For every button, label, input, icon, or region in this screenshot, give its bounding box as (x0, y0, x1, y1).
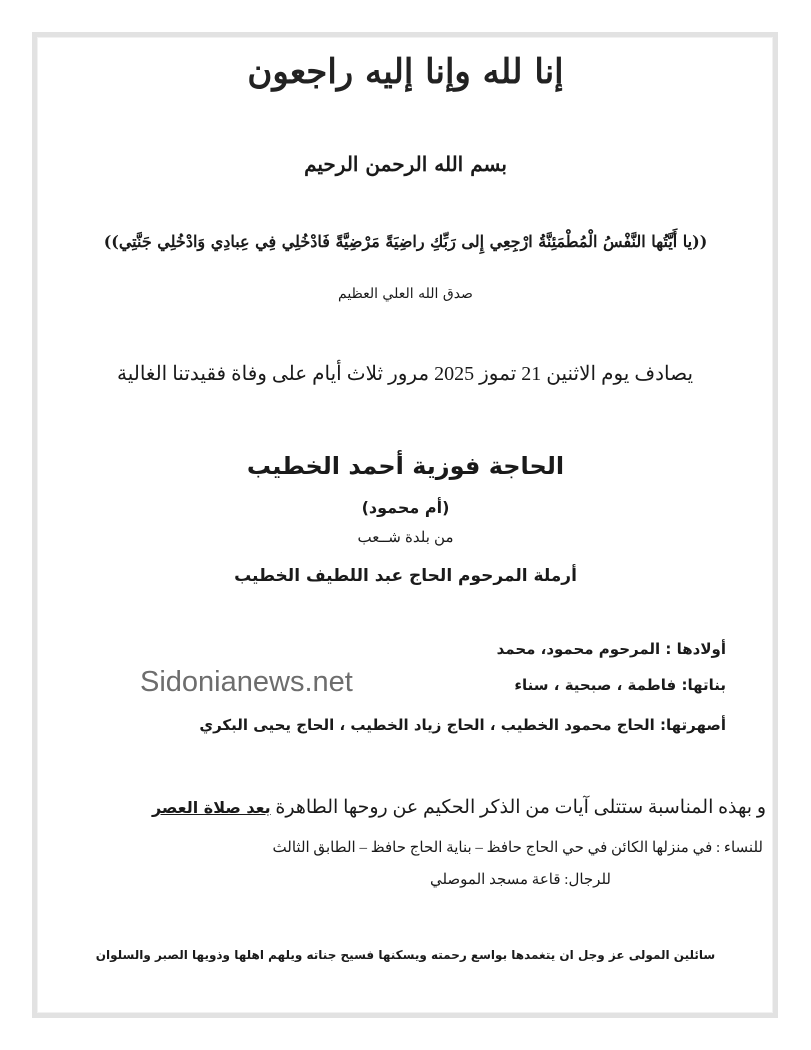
watermark: Sidonianews.net (140, 666, 353, 698)
deceased-town: من بلدة شــعب (357, 529, 454, 546)
widow-of-line: أرملة المرحوم الحاج عبد اللطيف الخطيب (234, 566, 577, 586)
quran-verse: ((يا أَيَّتُها النَّفْسُ الْمُطْمَئِنَّةُ ارْجِعِي إِلى رَبِّكِ راضِيَةً مَرْضِيَّةً فَادْخُلِي فِي عِبادِي وَادْخُلِي جَنَّتِي)) (103, 232, 708, 251)
sons-line: أولادها : المرحوم محمود، محمد (496, 640, 726, 658)
occasion-line (46, 796, 766, 819)
deceased-kunya: (أم محمود) (361, 498, 450, 517)
daughters-line: بناتها: فاطمة ، صبحية ، سناء (514, 676, 726, 694)
occasion-prefix: و بهذه المناسبة ستتلى آيات من الذكر الحكيم عن روحها الطاهرة (270, 797, 766, 818)
men-venue: للرجال: قاعة مسجد الموصلي (429, 872, 611, 888)
basmala: بسم الله الرحمن الرحيم (304, 152, 507, 176)
deceased-name: الحاجة فوزية أحمد الخطيب (246, 452, 565, 480)
sadaq-line: صدق الله العلي العظيم (338, 286, 473, 302)
announcement-text: يصادف يوم الاثنين 21 تموز 2025 مرور ثلاث أيام على وفاة فقيدتنا الغالية (116, 363, 694, 385)
closing-prayer: سائلين المولى عز وجل ان يتغمدها بواسع رحمته ويسكنها فسيح جناته ويلهم اهلها وذويها الصبر والسلوان (95, 948, 716, 962)
sons-in-law-line: أصهرتها: الحاج محمود الخطيب ، الحاج زياد الخطيب ، الحاج يحيى البكري (199, 716, 726, 734)
calligraphy-header: إنا لله وإنا إليه راجعون (247, 52, 564, 92)
women-venue: للنساء : في منزلها الكائن في حي الحاج حافظ – بناية الحاج حافظ – الطابق الثالث (272, 840, 763, 856)
occasion-time: بعد صلاة العصر (151, 798, 271, 817)
